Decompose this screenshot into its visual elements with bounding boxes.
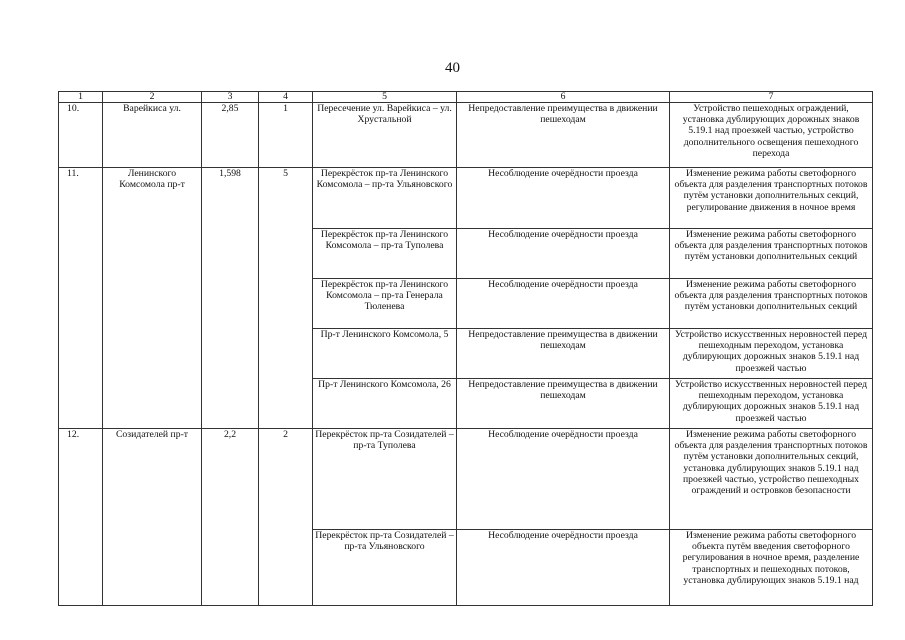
- header-row: [59, 92, 873, 103]
- column-header: 3: [202, 92, 259, 103]
- problem-cell: Несоблюдение очерёдности проезда: [457, 429, 670, 530]
- problem-cell: Непредоставление преимущества в движении пешеходам: [457, 379, 670, 429]
- location-cell: Перекрёсток пр-та Ленинского Комсомола – пр-та Генерала Тюленева: [313, 279, 457, 329]
- measures-cell: Устройство пешеходных ограждений, установка дублирующих дорожных знаков 5.19.1 над проезжей частью, устройство дополнительного освещения пешеходного перехода: [670, 103, 873, 168]
- problem-cell: Несоблюдение очерёдности проезда: [457, 530, 670, 606]
- location-cell: Перекрёсток пр-та Созидателей – пр-та Туполева: [313, 429, 457, 530]
- length-value: 2,85: [202, 103, 259, 168]
- row-number: 11.: [59, 168, 103, 429]
- problem-cell: Несоблюдение очерёдности проезда: [457, 279, 670, 329]
- measures-cell: Изменение режима работы светофорного объекта для разделения транспортных потоков путём установки дополнительных секций: [670, 279, 873, 329]
- count-value: 5: [259, 168, 313, 429]
- column-header: 1: [59, 92, 103, 103]
- table-row: [59, 429, 873, 530]
- location-cell: Пр-т Ленинского Комсомола, 5: [313, 329, 457, 379]
- length-value: 2,2: [202, 429, 259, 606]
- count-value: 2: [259, 429, 313, 606]
- location-cell: Пр-т Ленинского Комсомола, 26: [313, 379, 457, 429]
- count-value: 1: [259, 103, 313, 168]
- street-name: Варейкиса ул.: [103, 103, 202, 168]
- table-row: [59, 168, 873, 229]
- location-cell: Перекрёсток пр-та Ленинского Комсомола – пр-та Туполева: [313, 229, 457, 279]
- column-header: 5: [313, 92, 457, 103]
- street-name: Созидателей пр-т: [103, 429, 202, 606]
- measures-cell: Изменение режима работы светофорного объекта путём введения светофорного регулирования в ночное время, разделение транспортных и пешеходных потоков, установка дублирующих знаков 5.19.1 над: [670, 530, 873, 606]
- measures-cell: Устройство искусственных неровностей перед пешеходным переходом, установка дублирующих дорожных знаков 5.19.1 над проезжей частью: [670, 379, 873, 429]
- row-number: 10.: [59, 103, 103, 168]
- measures-table: [58, 91, 873, 606]
- measures-cell: Устройство искусственных неровностей перед пешеходным переходом, установка дублирующих дорожных знаков 5.19.1 над проезжей частью: [670, 329, 873, 379]
- page-number: 40: [445, 60, 460, 76]
- location-cell: Перекрёсток пр-та Созидателей – пр-та Ульяновского: [313, 530, 457, 606]
- street-name: Ленинского Комсомола пр-т: [103, 168, 202, 429]
- column-header: 7: [670, 92, 873, 103]
- table-row: [59, 103, 873, 168]
- location-cell: Пересечение ул. Варейкиса – ул. Хрустальной: [313, 103, 457, 168]
- problem-cell: Непредоставление преимущества в движении пешеходам: [457, 329, 670, 379]
- measures-cell: Изменение режима работы светофорного объекта для разделения транспортных потоков путём установки дополнительных секций: [670, 229, 873, 279]
- location-cell: Перекрёсток пр-та Ленинского Комсомола – пр-та Ульяновского: [313, 168, 457, 229]
- problem-cell: Несоблюдение очерёдности проезда: [457, 229, 670, 279]
- row-number: 12.: [59, 429, 103, 606]
- column-header: 4: [259, 92, 313, 103]
- column-header: 2: [103, 92, 202, 103]
- problem-cell: Непредоставление преимущества в движении пешеходам: [457, 103, 670, 168]
- problem-cell: Несоблюдение очерёдности проезда: [457, 168, 670, 229]
- measures-cell: Изменение режима работы светофорного объекта для разделения транспортных потоков путём установки дополнительных секций, регулирование движения в ночное время: [670, 168, 873, 229]
- column-header: 6: [457, 92, 670, 103]
- measures-cell: Изменение режима работы светофорного объекта для разделения транспортных потоков путём установки дополнительных секций, установка дублирующих знаков 5.19.1 над проезжей частью, устройство пешеходных ограждений и островков безопасности: [670, 429, 873, 530]
- length-value: 1,598: [202, 168, 259, 429]
